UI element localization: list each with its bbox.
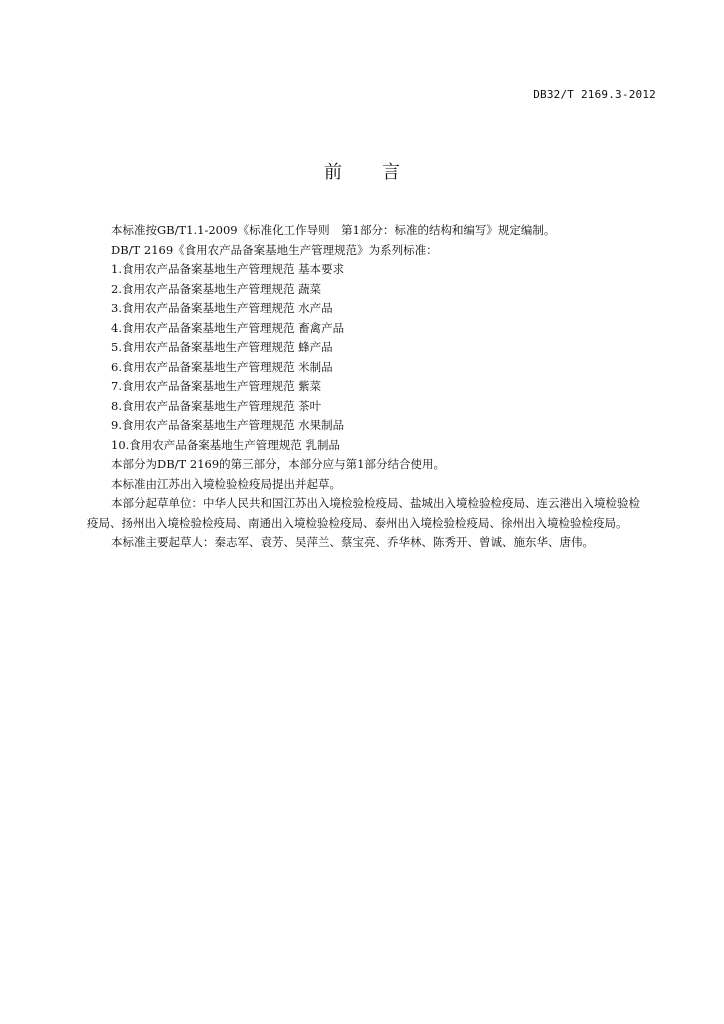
list-item: 8.食用农产品备案基地生产管理规范 茶叶 <box>111 398 322 413</box>
list-item: 3.食用农产品备案基地生产管理规范 水产品 <box>111 301 333 315</box>
list-item: 9.食用农产品备案基地生产管理规范 水果制品 <box>111 418 345 432</box>
paragraph-drafting-units: 本部分起草单位：中华人民共和国江苏出入境检验检疫局、盐城出入境检验检疫局、连云港出入境检验检疫局、扬州出入境检验检疫局、南通出入境检验检疫局、泰州出入境检验检疫局、徐州出入境检验检疫局。 <box>87 496 640 530</box>
standard-code: DB32/T 2169.3-2012 <box>533 88 656 101</box>
list-item: 4.食用农产品备案基地生产管理规范 畜禽产品 <box>111 320 345 335</box>
page-title <box>0 158 724 184</box>
title-char-1: 前 <box>324 162 342 183</box>
list-item: 2.食用农产品备案基地生产管理规范 蔬菜 <box>111 281 322 296</box>
paragraph-proposer: 本标准由江苏出入境检验检疫局提出并起草。 <box>111 476 341 491</box>
list-item: 5.食用农产品备案基地生产管理规范 蜂产品 <box>111 340 333 354</box>
list-item: 10.食用农产品备案基地生产管理规范 乳制品 <box>111 437 340 452</box>
paragraph-part-note: 本部分为DB/T 2169的第三部分，本部分应与第1部分结合使用。 <box>111 457 445 471</box>
foreword-body <box>87 221 649 553</box>
paragraph-drafters: 本标准主要起草人：秦志军、袁芳、吴萍兰、蔡宝亮、乔华林、陈秀开、曾诚、施东华、唐伟。 <box>111 535 594 549</box>
list-item: 1.食用农产品备案基地生产管理规范 基本要求 <box>111 262 345 276</box>
list-item: 7.食用农产品备案基地生产管理规范 紫菜 <box>111 379 322 393</box>
paragraph-drafting-basis: 本标准按GB/T1.1-2009《标准化工作导则 第1部分：标准的结构和编写》规定编制。 <box>111 223 556 237</box>
paragraph-series-intro: DB/T 2169《食用农产品备案基地生产管理规范》为系列标准： <box>111 242 438 257</box>
title-char-2: 言 <box>382 162 400 183</box>
list-item: 6.食用农产品备案基地生产管理规范 米制品 <box>111 359 333 374</box>
